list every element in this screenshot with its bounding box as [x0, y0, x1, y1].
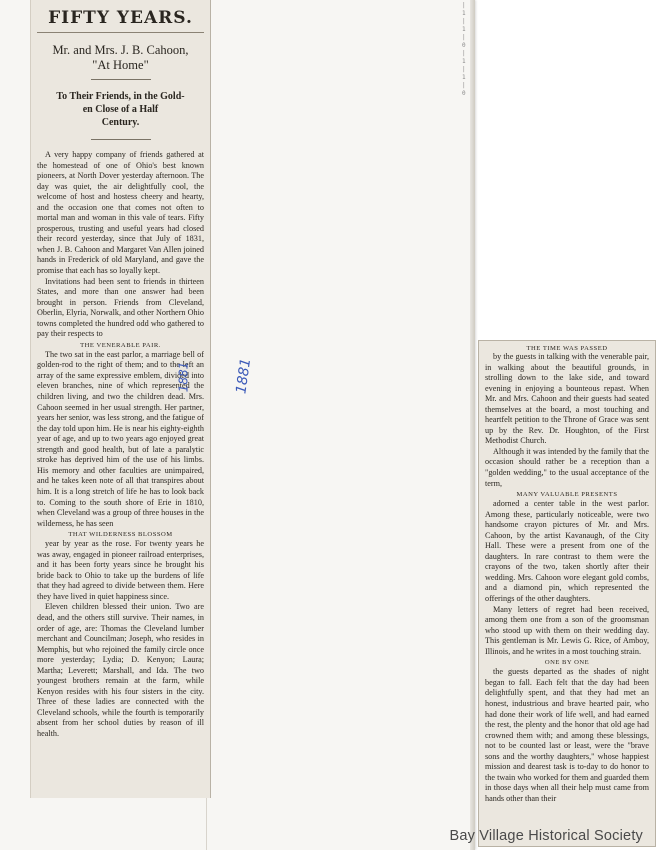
newspaper-clipping-left: [30, 0, 211, 798]
deck-line-1: To Their Friends, in the Gold-: [56, 91, 185, 102]
deck-line-2: en Close of a Half: [82, 104, 159, 115]
paragraph: year by year as the rose. For twenty years he was away, engaged in pioneer railroad enterprises, and it has been forty years since he brought his bride back to Ohio to take up the burdens of life that they had agreed to divide between them. Here they have lived in quiet happiness since.: [37, 539, 204, 601]
paragraph: Many letters of regret had been received, among them one from a son of the groomsman who stood up with them on their wedding day. This gentleman is Mr. Lewis G. Rice, of Amboy, Illinois, and he writes in a most touching strain.: [485, 604, 649, 656]
subheadline-line-1: Mr. and Mrs. J. B. Cahoon,: [52, 43, 189, 57]
paragraph: Although it was intended by the family that the occasion should rather be a reception than a "golden wedding," to the usual acceptance of the term,: [485, 446, 649, 488]
subheadline-line-2: "At Home": [92, 58, 149, 72]
page-edge: [470, 0, 475, 850]
paragraph: Eleven children blessed their union. Two are dead, and the others still survive. Their names, in order of age, are: Thomas the Cleveland lumber merchant and Councilman; Joseph, who resides in Memphis, but who rejoined the family circle once more yesterday; Lydia; D. Kenyon; Laura; Martha; Leverett; Marshall, and Ida. The two youngest brothers remain at the farm, while Kenyon resides with his four sisters in the city. Three of these ladies are connected with the Cleveland schools, while the fourth is temporarily absent from her school duties by reason of ill health.: [37, 602, 204, 738]
section-heading: THE TIME WAS PASSED: [526, 345, 608, 352]
paragraph: The two sat in the east parlor, a marriage bell of golden-rod to the right of them; and to the left an array of the same expressive emblem, divided into eleven branches, nine of which represented the children living, and two the children dead. Mrs. Cahoon seemed in her usual strength. Her partner, years her senior, was less strong, and the fatigue of the day told upon him. He is near his eighty-eighth year of age, and up to two years ago enjoyed great strength and good health, but of late a paralytic stroke has deprived him of the use of his limbs. His memory and other faculties are unimpaired, and he takes keen note of all that transpires about him. It is a long stretch of life he has to look back to. Coming to the south shore of Erie in 1810, when Cleveland was a group of three houses in the wilderness, he has seen: [37, 349, 204, 528]
handwritten-year-annotation: 1881: [233, 357, 255, 395]
article-deck: [41, 90, 200, 129]
paragraph: Invitations had been sent to friends in thirteen States, and more than one answer had been brought in person. Friends from Cleveland, Oberlin, Elyria, Norwalk, and other Northern Ohio towns completed the hundred odd who gathered to pay their respects to: [37, 276, 204, 339]
handwritten-year-annotation: 1881: [176, 361, 191, 393]
newspaper-clipping-right: [478, 340, 656, 847]
paragraph: the guests departed as the shades of night began to fall. Each felt that the day had been delightfully spent, and that they had met an honest, industrious and brave hearted pair, who had done their work of life well, and had earned the rest, the plenty and the honor that old age had crowned them with; and among these blessings, not to be counted last or least, were the "brave sons and the worthy daughters," whose happiest mission and dearest task is to-day to do honor to the twain who worked for them and guarded them in those days when all their help must came from hands other than their: [485, 667, 649, 803]
article-headline: FIFTY YEARS.: [37, 8, 204, 33]
edge-markings: | 1 | 1 | 0 | 1 | 1 | 0: [462, 2, 466, 97]
section-heading: ONE BY ONE: [544, 659, 590, 667]
paragraph: adorned a center table in the west parlor. Among these, particularly noticeable, were two handsome crayon pictures of Mr. and Mrs. Cahoon, by the artist Kavanaugh, of the City Hall. These were a present from one of the daughters. In rare contrast to them were the crayons of the two, taken shortly after their wedding. Mrs. Cahoon wore elegant gold combs, and a diamond pin, which represented the offerings of the other daughters.: [485, 499, 649, 604]
section-heading: MANY VALUABLE PRESENTS: [516, 491, 618, 499]
section-heading: THE VENERABLE PAIR.: [80, 341, 161, 349]
paragraph: by the guests in talking with the venerable pair, in walking about the beautiful grounds, in strolling down to the lake side, and toward evening in enjoying a bounteous repast. When Mr. and Mrs. Cahoon and their guests had seated themselves at the board, a most touching and heartfelt petition to the Throne of Grace was sent up by the Rev. Dr. Houghton, of the First Methodist Church.: [485, 352, 649, 446]
divider-rule: [91, 79, 151, 80]
paragraph: A very happy company of friends gathered at the homestead of one of Ohio's best known pioneers, at North Dover yesterday afternoon. The day was quiet, the air delightfully cool, the welcome of host and hostess cheery and hearty, and the occasion one that comes not often to mortal man and woman in this vale of tears. Fifty prosperous, trusting and useful years had closed their record yesterday, since that July of 1831, when J. B. Cahoon and Margaret Van Allen joined hands in Frederick of old Maryland, and gave the promise that each has so loyally kept.: [37, 150, 204, 276]
article-subheadline: [37, 43, 204, 73]
section-heading: THAT WILDERNESS BLOSSOM: [68, 531, 173, 539]
watermark-text: Bay Village Historical Society: [449, 828, 643, 844]
deck-line-3: Century.: [101, 117, 140, 128]
divider-rule: [91, 139, 151, 140]
